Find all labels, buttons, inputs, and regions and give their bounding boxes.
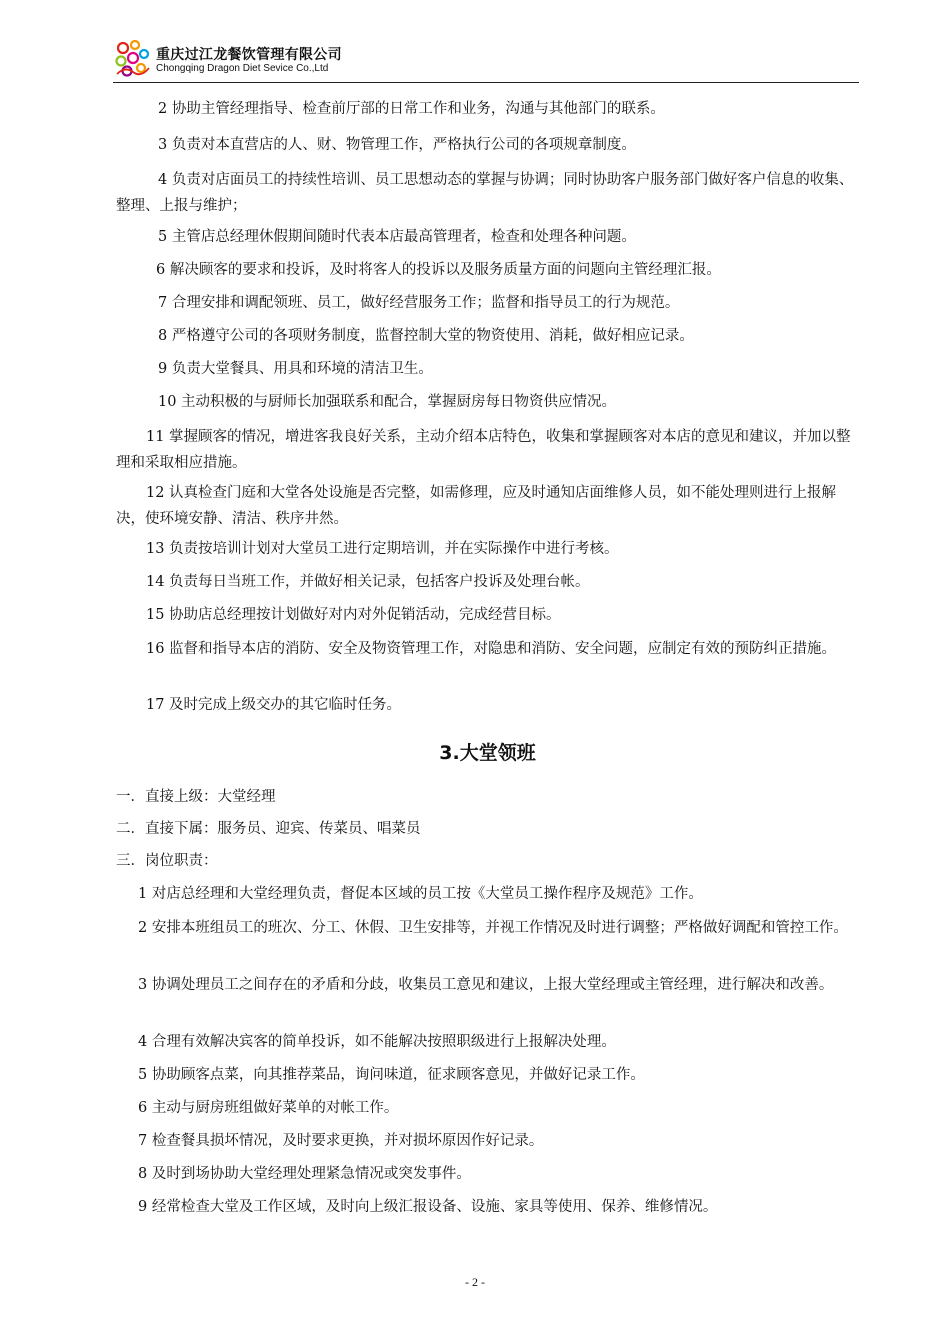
list-item: 14 负责每日当班工作，并做好相关记录，包括客户投诉及处理台帐。 (146, 574, 590, 590)
list-item: 17 及时完成上级交办的其它临时任务。 (146, 697, 402, 713)
section-heading: 3.大堂领班 (439, 742, 536, 764)
list-item: 4 合理有效解决宾客的简单投诉，如不能解决按照职级进行上报解决处理。 (138, 1034, 616, 1050)
page-number: - 2 - (465, 1275, 485, 1289)
list-item: 4 负责对店面员工的持续性培训、员工思想动态的掌握与协调；同时协助客户服务部门做好客户信息的收集、整理、上报与维护； (116, 172, 854, 214)
page-header (113, 38, 859, 83)
list-item: 11 掌握顾客的情况，增进客我良好关系，主动介绍本店特色，收集和掌握顾客对本店的意见和建议，并加以整理和采取相应措施。 (116, 429, 851, 471)
list-item: 1 对店总经理和大堂经理负责，督促本区域的员工按《大堂员工操作程序及规范》工作。 (138, 886, 703, 902)
list-item: 15 协助店总经理按计划做好对内对外促销活动，完成经营目标。 (146, 607, 561, 623)
direct-subordinates: 二．直接下属：服务员、迎宾、传菜员、唱菜员 (116, 821, 421, 837)
duties-label: 三．岗位职责： (116, 853, 218, 869)
list-item: 5 主管店总经理休假期间随时代表本店最高管理者，检查和处理各种问题。 (158, 229, 636, 245)
list-item: 6 主动与厨房班组做好菜单的对帐工作。 (138, 1100, 399, 1116)
list-item: 3 负责对本直营店的人、财、物管理工作，严格执行公司的各项规章制度。 (158, 137, 636, 153)
list-item: 13 负责按培训计划对大堂员工进行定期培训，并在实际操作中进行考核。 (146, 541, 619, 557)
list-item: 7 合理安排和调配领班、员工，做好经营服务工作；监督和指导员工的行为规范。 (158, 295, 680, 311)
dragon-logo-icon (113, 38, 155, 80)
list-item: 9 经常检查大堂及工作区域，及时向上级汇报设备、设施、家具等使用、保养、维修情况。 (138, 1199, 718, 1215)
list-item: 8 及时到场协助大堂经理处理紧急情况或突发事件。 (138, 1166, 471, 1182)
direct-superior: 一．直接上级：大堂经理 (116, 789, 276, 805)
list-item: 9 负责大堂餐具、用具和环境的清洁卫生。 (158, 361, 433, 377)
list-item: 5 协助顾客点菜，向其推荐菜品，询问味道，征求顾客意见，并做好记录工作。 (138, 1067, 645, 1083)
list-item: 7 检查餐具损坏情况，及时要求更换，并对损坏原因作好记录。 (138, 1133, 544, 1149)
list-item: 16 监督和指导本店的消防、安全及物资管理工作，对隐患和消防、安全问题，应制定有效的预防纠正措施。 (146, 641, 837, 657)
list-item: 10 主动积极的与厨师长加强联系和配合，掌握厨房每日物资供应情况。 (158, 394, 617, 410)
list-item: 6 解决顾客的要求和投诉，及时将客人的投诉以及服务质量方面的问题向主管经理汇报。 (156, 262, 721, 278)
list-item: 8 严格遵守公司的各项财务制度，监督控制大堂的物资使用、消耗，做好相应记录。 (158, 328, 694, 344)
company-name-cn: 重庆过江龙餐饮管理有限公司 (156, 47, 342, 63)
list-item: 2 安排本班组员工的班次、分工、休假、卫生安排等，并视工作情况及时进行调整；严格做好调配和管控工作。 (138, 920, 848, 936)
company-name-en: Chongqing Dragon Diet Sevice Co.,Ltd (156, 63, 329, 74)
list-item: 12 认真检查门庭和大堂各处设施是否完整，如需修理，应及时通知店面维修人员，如不能处理则进行上报解决，使环境安静、清洁、秩序井然。 (116, 485, 837, 527)
list-item: 2 协助主管经理指导、检查前厅部的日常工作和业务，沟通与其他部门的联系。 (158, 101, 665, 117)
list-item: 3 协调处理员工之间存在的矛盾和分歧，收集员工意见和建议，上报大堂经理或主管经理，进行解决和改善。 (138, 977, 834, 993)
